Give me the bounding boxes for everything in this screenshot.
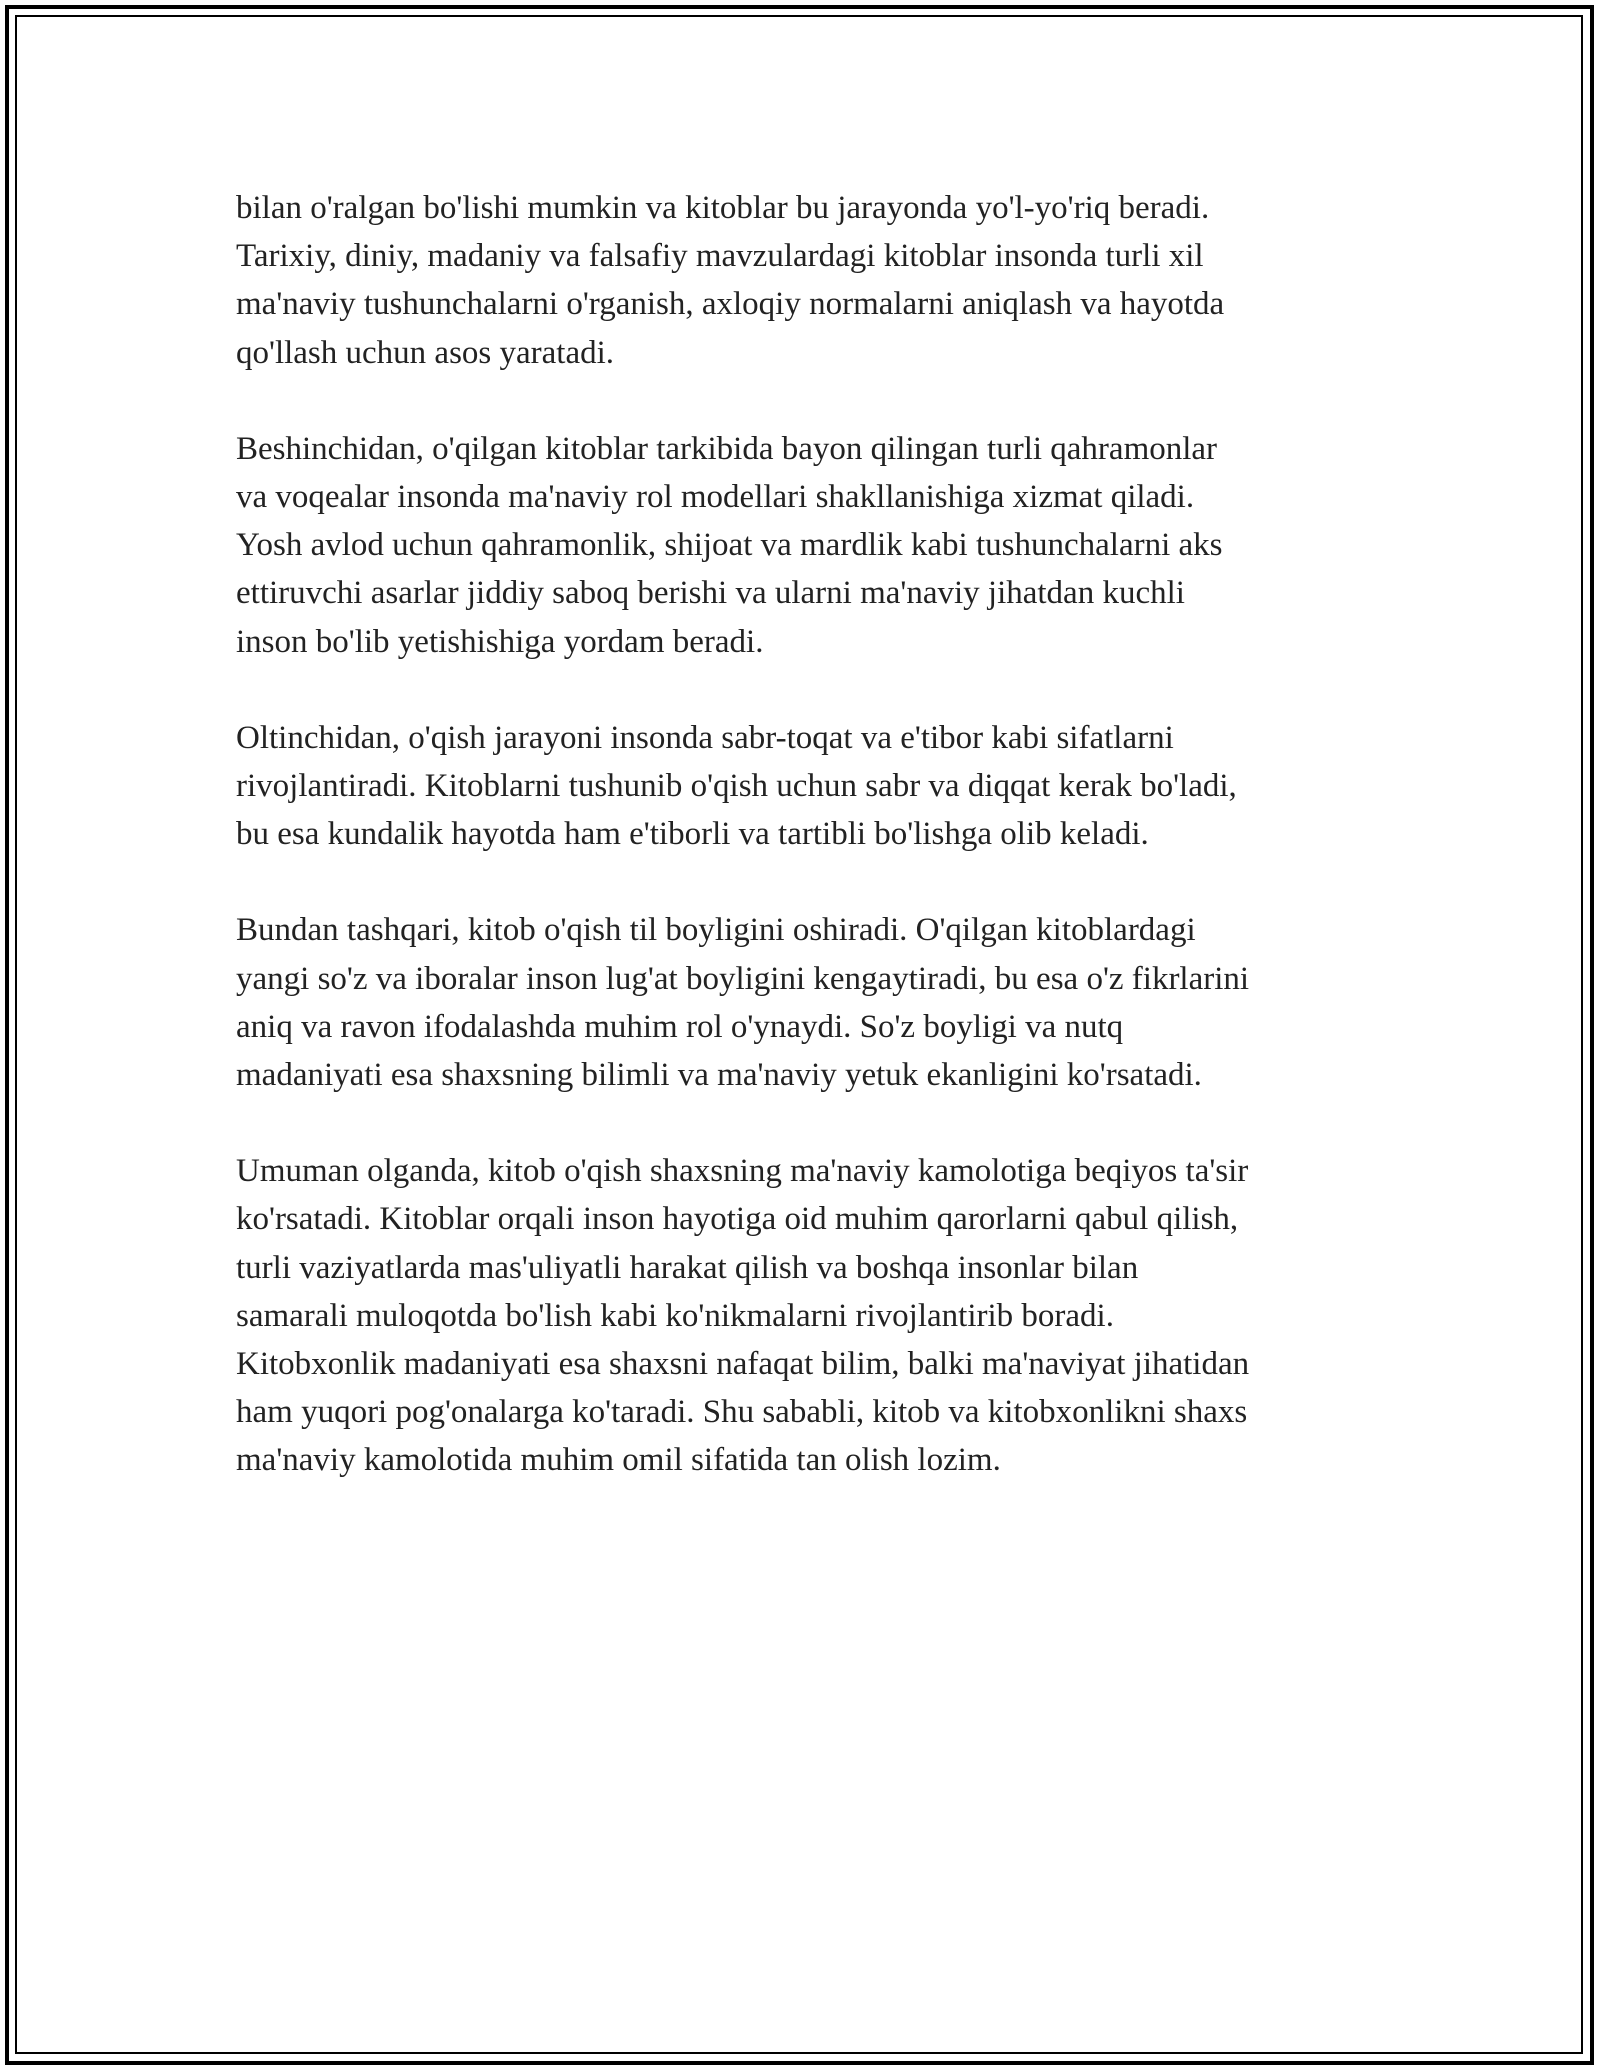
document-body <box>236 184 1376 1533</box>
text-line: Kitobxonlik madaniyati esa shaxsni nafaqat bilim, balki ma'naviyat jihatidan <box>236 1346 1250 1383</box>
paragraph-5 <box>236 1147 1376 1484</box>
paragraph-2 <box>236 425 1376 666</box>
paragraph-4 <box>236 906 1376 1099</box>
text-line: Beshinchidan, o'qilgan kitoblar tarkibida bayon qilingan turli qahramonlar <box>236 430 1218 467</box>
text-line: turli vaziyatlarda mas'uliyatli harakat qilish va boshqa insonlar bilan <box>236 1249 1139 1286</box>
text-line: bilan o'ralgan bo'lishi mumkin va kitoblar bu jarayonda yo'l-yo'riq beradi. <box>236 190 1210 226</box>
paragraph-3 <box>236 714 1376 859</box>
text-line: va voqealar insonda ma'naviy rol modellari shakllanishiga xizmat qiladi. <box>236 479 1195 516</box>
text-line: Umuman olganda, kitob o'qish shaxsning ma'naviy kamolotiga beqiyos ta'sir <box>236 1153 1249 1190</box>
text-line: Bundan tashqari, kitob o'qish til boyligini oshiradi. O'qilgan kitoblardagi <box>236 912 1196 949</box>
text-line: Tarixiy, diniy, madaniy va falsafiy mavzulardagi kitoblar insonda turli xil <box>236 238 1204 275</box>
text-line: yangi so'z va iboralar inson lug'at boyligini kengaytiradi, bu esa o'z fikrlarini <box>236 960 1250 997</box>
text-line: ma'naviy kamolotida muhim omil sifatida tan olish lozim. <box>236 1442 1001 1479</box>
text-line: ko'rsatadi. Kitoblar orqali inson hayotiga oid muhim qarorlarni qabul qilish, <box>236 1201 1239 1238</box>
text-line: samarali muloqotda bo'lish kabi ko'nikmalarni rivojlantirib boradi. <box>236 1297 1114 1334</box>
text-line: aniq va ravon ifodalashda muhim rol o'ynaydi. So'z boyligi va nutq <box>236 1008 1124 1045</box>
paragraph-1 <box>236 184 1376 377</box>
text-line: ettiruvchi asarlar jiddiy saboq berishi va ularni ma'naviy jihatdan kuchli <box>236 575 1185 612</box>
text-line: bu esa kundalik hayotda ham e'tiborli va tartibli bo'lishga olib keladi. <box>236 816 1149 853</box>
text-line: madaniyati esa shaxsning bilimli va ma'naviy yetuk ekanligini ko'rsatadi. <box>236 1057 1202 1094</box>
text-line: qo'llash uchun asos yaratadi. <box>236 334 615 371</box>
text-line: ham yuqori pog'onalarga ko'taradi. Shu sababli, kitob va kitobxonlikni shaxs <box>236 1394 1248 1431</box>
text-line: ma'naviy tushunchalarni o'rganish, axloqiy normalarni aniqlash va hayotda <box>236 286 1225 323</box>
text-line: Oltinchidan, o'qish jarayoni insonda sabr-toqat va e'tibor kabi sifatlarni <box>236 719 1174 756</box>
text-line: Yosh avlod uchun qahramonlik, shijoat va mardlik kabi tushunchalarni aks <box>236 527 1223 564</box>
text-line: rivojlantiradi. Kitoblarni tushunib o'qish uchun sabr va diqqat kerak bo'ladi, <box>236 768 1237 805</box>
text-line: inson bo'lib yetishishiga yordam beradi. <box>236 623 764 660</box>
